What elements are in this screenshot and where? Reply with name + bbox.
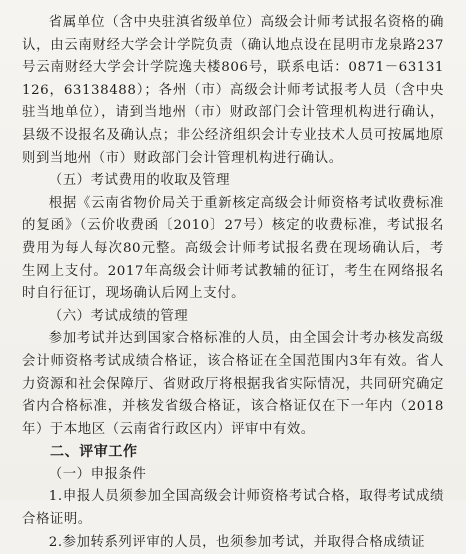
paragraph-score: 参加考试并达到国家合格标准的人员，由全国会计考办核发高级会计师资格考试成绩合格证，该合格证在全国范围内3年有效。省人力资源和社会保障厅、省财政厅将根据我省实际情况，共同研究确定省内合格标准，并核发省级合格证，该合格证仅在下一年内（2018年）于本地区（云南省行政区内）评审中有效。 bbox=[22, 331, 444, 437]
paragraph-confirmation: 省属单位（含中央驻滇省级单位）高级会计师考试报名资格的确认，由云南财经大学会计学院负责（确认地点设在昆明市龙泉路237号云南财经大学会计学院逸夫楼806号，联系电话：0871－63131126，63138488）；各州（市）高级会计师考试报考人员（含中央驻当地单位），请到当地州（市）财政部门会计管理机构进行确认，县级不设报名及确认点；非公经济组织会计专业技术人员可按属地原则到当地州（市）财政部门会计管理机构进行确认。 bbox=[22, 15, 444, 166]
heading-score-management: （六）考试成绩的管理 bbox=[48, 308, 189, 324]
heading-application-conditions: （一）申报条件 bbox=[48, 466, 147, 482]
paragraph-condition-1: 1.申报人员须参加全国高级会计师资格考试合格，取得考试成绩合格证明。 bbox=[22, 489, 444, 528]
paragraph-fee: 根据《云南省物价局关于重新核定高级会计师资格考试收费标准的复函》（云价收费函〔2010〕27号）核定的收费标准，考试报名费用为每人每次80元整。高级会计师考试报名费在现场确认后，考生网上支付。2017年高级会计师考试教辅的征订，考生在网络报名时自行征订，现场确认后网上支付。 bbox=[22, 195, 444, 302]
paragraph-condition-2: 2.参加转系列评审的人员，也须参加考试，并取得合格成绩证 bbox=[48, 534, 426, 550]
heading-review-work: 二、评审工作 bbox=[50, 444, 138, 461]
heading-fee-management: （五）考试费用的收取及管理 bbox=[48, 173, 231, 189]
